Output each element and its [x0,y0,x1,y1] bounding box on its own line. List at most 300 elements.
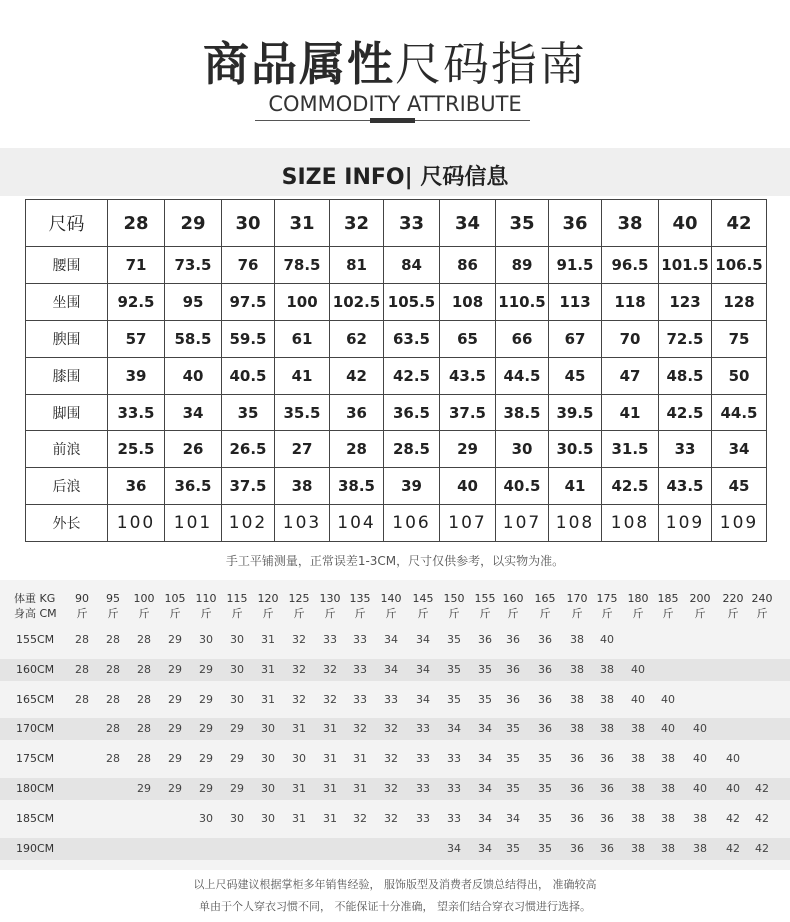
height-label: 175CM [16,752,55,765]
recommend-cell: 32 [292,663,306,676]
recommend-cell: 32 [384,782,398,795]
recommend-cell: 29 [168,633,182,646]
recommend-cell: 28 [137,752,151,765]
recommend-cell: 36 [506,693,520,706]
size-cell: 102 [222,505,275,542]
size-cell: 26.5 [222,431,275,468]
recommend-cell: 40 [693,752,707,765]
size-cell: 31.5 [602,431,659,468]
size-cell: 75 [712,321,767,358]
weight-header: 220 [722,592,744,605]
size-cell: 59.5 [222,321,275,358]
recommend-cell: 31 [323,752,337,765]
size-header-cell: 42 [712,200,767,247]
size-header-cell: 32 [330,200,384,247]
size-header-label: 尺码 [26,200,108,247]
recommend-cell: 29 [168,752,182,765]
size-row [26,357,767,394]
recommend-cell: 29 [199,722,213,735]
weight-unit: 斤 [571,607,583,620]
size-header-cell: 38 [602,200,659,247]
recommend-cell: 40 [661,722,675,735]
recommend-cell: 31 [261,633,275,646]
page-title [0,28,790,94]
page-subtitle: COMMODITY ATTRIBUTE [268,92,522,116]
size-cell: 42.5 [659,394,712,431]
recommend-cell: 29 [199,752,213,765]
recommend-cell: 31 [353,752,367,765]
recommend-cell: 30 [199,812,213,825]
height-label: 155CM [16,633,55,646]
size-cell: 28.5 [384,431,440,468]
recommend-cell: 33 [416,782,430,795]
recommend-cell: 36 [538,693,552,706]
weight-header: 180 [627,592,649,605]
recommend-cell: 28 [106,663,120,676]
size-cell: 61 [275,321,330,358]
weight-header: 130 [319,592,341,605]
recommend-cell: 29 [168,782,182,795]
recommend-cell: 31 [292,812,306,825]
recommend-cell: 38 [570,722,584,735]
size-cell: 39 [384,468,440,505]
recommend-cell: 36 [506,633,520,646]
recommend-cell: 40 [631,663,645,676]
size-row-label: 坐围 [26,284,108,321]
recommend-cell: 28 [75,693,89,706]
recommend-cell: 34 [478,752,492,765]
size-cell: 89 [496,247,549,284]
size-cell: 38.5 [330,468,384,505]
size-cell: 41 [549,468,602,505]
size-cell: 36.5 [384,394,440,431]
recommend-cell: 31 [323,782,337,795]
recommend-cell: 32 [292,633,306,646]
recommend-cell: 35 [538,812,552,825]
size-cell: 109 [659,505,712,542]
recommend-cell: 35 [538,782,552,795]
size-cell: 65 [440,321,496,358]
size-row-label: 腰围 [26,247,108,284]
size-cell: 100 [275,284,330,321]
recommend-cell: 36 [570,782,584,795]
weight-header: 165 [534,592,556,605]
height-label: 170CM [16,722,55,735]
recommend-cell: 36 [600,752,614,765]
recommend-cell: 36 [570,812,584,825]
recommend-cell: 38 [570,693,584,706]
recommend-cell: 40 [693,782,707,795]
recommend-cell: 30 [292,752,306,765]
weight-header: 90 [75,592,89,605]
size-table [25,199,767,542]
size-header-cell: 28 [108,200,165,247]
size-cell: 96.5 [602,247,659,284]
height-corner-label: 身高 CM [14,607,57,620]
size-cell: 44.5 [496,357,549,394]
size-row-label: 腴围 [26,321,108,358]
size-cell: 40 [440,468,496,505]
title-light: 尺码指南 [395,37,587,91]
size-cell: 102.5 [330,284,384,321]
size-cell: 73.5 [165,247,222,284]
size-cell: 30 [496,431,549,468]
recommend-cell: 28 [106,693,120,706]
size-cell: 38 [275,468,330,505]
weight-header: 105 [164,592,186,605]
size-cell: 42.5 [384,357,440,394]
recommend-cell: 28 [75,633,89,646]
weight-header: 120 [257,592,279,605]
weight-header: 95 [106,592,120,605]
recommend-cell: 38 [693,812,707,825]
size-cell: 44.5 [712,394,767,431]
weight-unit: 斤 [479,607,491,620]
size-cell: 106 [384,505,440,542]
recommend-cell: 29 [168,693,182,706]
size-cell: 29 [440,431,496,468]
recommend-cell: 30 [261,722,275,735]
size-cell: 103 [275,505,330,542]
weight-unit: 斤 [662,607,674,620]
size-cell: 41 [275,357,330,394]
weight-header: 155 [474,592,496,605]
weight-header: 135 [349,592,371,605]
recommend-cell: 32 [384,752,398,765]
size-info-title: SIZE INFO| 尺码信息 [281,165,509,190]
recommend-cell: 28 [106,722,120,735]
recommend-cell: 31 [292,782,306,795]
recommend-cell: 38 [631,842,645,855]
size-cell: 27 [275,431,330,468]
weight-unit: 斤 [448,607,460,620]
recommend-cell: 36 [600,812,614,825]
recommend-cell: 33 [353,663,367,676]
recommend-cell: 38 [631,752,645,765]
recommend-cell: 35 [447,693,461,706]
recommend-cell: 36 [570,752,584,765]
recommend-cell: 38 [661,782,675,795]
recommend-cell: 29 [230,752,244,765]
size-cell: 97.5 [222,284,275,321]
recommend-cell: 38 [631,812,645,825]
size-cell: 34 [165,394,222,431]
size-cell: 105.5 [384,284,440,321]
size-row [26,468,767,505]
size-cell: 76 [222,247,275,284]
size-cell: 47 [602,357,659,394]
recommend-cell: 35 [538,752,552,765]
size-cell: 104 [330,505,384,542]
height-label: 190CM [16,842,55,855]
recommend-cell: 31 [261,663,275,676]
page-header [0,0,790,140]
size-cell: 123 [659,284,712,321]
title-bold: 商品属性 [203,37,395,91]
recommend-cell: 34 [416,663,430,676]
weight-unit: 斤 [601,607,613,620]
weight-unit: 斤 [756,607,768,620]
size-cell: 33.5 [108,394,165,431]
weight-header: 150 [443,592,465,605]
weight-header: 175 [596,592,618,605]
recommend-cell: 36 [478,633,492,646]
size-row [26,321,767,358]
size-cell: 43.5 [440,357,496,394]
weight-unit: 斤 [231,607,243,620]
size-header-cell: 36 [549,200,602,247]
recommend-cell: 35 [478,693,492,706]
weight-unit: 斤 [354,607,366,620]
recommend-cell: 34 [478,812,492,825]
size-cell: 36.5 [165,468,222,505]
size-cell: 45 [549,357,602,394]
size-cell: 40 [165,357,222,394]
recommend-cell: 35 [447,663,461,676]
weight-unit: 斤 [76,607,88,620]
weight-unit: 斤 [417,607,429,620]
size-cell: 66 [496,321,549,358]
size-cell: 50 [712,357,767,394]
size-cell: 36 [330,394,384,431]
size-cell: 86 [440,247,496,284]
recommend-cell: 30 [199,633,213,646]
size-cell: 28 [330,431,384,468]
weight-header: 170 [566,592,588,605]
recommend-cell: 32 [353,722,367,735]
weight-unit: 斤 [138,607,150,620]
size-note: 手工平铺测量，正常误差1-3CM，尺寸仅供参考，以实物为准。 [225,554,565,568]
size-cell: 109 [712,505,767,542]
size-cell: 36 [108,468,165,505]
size-cell: 118 [602,284,659,321]
recommend-cell: 35 [506,752,520,765]
recommend-cell: 30 [230,633,244,646]
recommend-cell: 35 [447,633,461,646]
size-cell: 72.5 [659,321,712,358]
weight-unit: 斤 [200,607,212,620]
recommend-cell: 38 [661,812,675,825]
recommend-cell: 31 [323,722,337,735]
size-cell: 95 [165,284,222,321]
size-cell: 101 [165,505,222,542]
recommend-cell: 30 [261,812,275,825]
size-cell: 43.5 [659,468,712,505]
recommend-cell: 34 [478,722,492,735]
size-cell: 58.5 [165,321,222,358]
size-cell: 48.5 [659,357,712,394]
recommend-cell: 35 [506,842,520,855]
recommend-cell: 34 [416,633,430,646]
weight-unit: 斤 [293,607,305,620]
size-row [26,247,767,284]
size-row [26,431,767,468]
recommend-cell: 38 [600,693,614,706]
size-cell: 100 [108,505,165,542]
recommend-cell: 38 [693,842,707,855]
size-header-cell: 31 [275,200,330,247]
size-header-cell: 30 [222,200,275,247]
weight-unit: 斤 [727,607,739,620]
recommend-cell: 42 [755,782,769,795]
weight-header: 110 [195,592,217,605]
size-cell: 81 [330,247,384,284]
recommend-cell: 36 [506,663,520,676]
size-row [26,284,767,321]
recommend-cell: 35 [538,842,552,855]
size-cell: 57 [108,321,165,358]
recommend-cell: 38 [661,842,675,855]
recommend-cell: 34 [384,633,398,646]
size-row-label: 外长 [26,505,108,542]
weight-header: 160 [502,592,524,605]
recommend-cell: 32 [292,693,306,706]
size-cell: 39.5 [549,394,602,431]
size-cell: 40.5 [496,468,549,505]
subtitle-underline-accent [370,118,415,123]
recommend-cell: 31 [292,722,306,735]
recommend-cell: 36 [538,633,552,646]
recommend-cell: 34 [384,663,398,676]
weight-unit: 斤 [324,607,336,620]
size-cell: 26 [165,431,222,468]
recommend-cell: 33 [416,812,430,825]
recommend-cell: 33 [353,633,367,646]
size-cell: 91.5 [549,247,602,284]
size-header-row [26,200,767,247]
weight-unit: 斤 [169,607,181,620]
recommend-cell: 31 [261,693,275,706]
size-header-cell: 40 [659,200,712,247]
weight-unit: 斤 [107,607,119,620]
size-cell: 113 [549,284,602,321]
weight-unit: 斤 [632,607,644,620]
size-cell: 62 [330,321,384,358]
size-cell: 30.5 [549,431,602,468]
size-cell: 92.5 [108,284,165,321]
recommend-cell: 34 [506,812,520,825]
recommend-cell: 36 [538,663,552,676]
recommend-cell: 28 [137,663,151,676]
size-cell: 33 [659,431,712,468]
recommend-cell: 32 [384,722,398,735]
weight-unit: 斤 [507,607,519,620]
weight-header: 240 [751,592,773,605]
weight-unit: 斤 [262,607,274,620]
recommend-cell: 36 [600,842,614,855]
recommend-cell: 38 [600,663,614,676]
recommend-cell: 29 [168,663,182,676]
recommend-cell: 33 [323,633,337,646]
weight-unit: 斤 [385,607,397,620]
size-row-label: 前浪 [26,431,108,468]
size-header-cell: 35 [496,200,549,247]
recommend-cell: 33 [416,722,430,735]
weight-header: 140 [380,592,402,605]
recommend-cell: 40 [600,633,614,646]
size-row-label: 后浪 [26,468,108,505]
size-header-cell: 33 [384,200,440,247]
size-cell: 107 [496,505,549,542]
weight-header: 145 [412,592,434,605]
recommend-note-line2: 单由于个人穿衣习惯不同， 不能保证十分准确， 望亲们结合穿衣习惯进行选择。 [199,900,591,913]
recommend-cell: 30 [261,782,275,795]
recommend-cell: 34 [447,722,461,735]
height-label: 165CM [16,693,55,706]
recommend-cell: 33 [384,693,398,706]
height-label: 185CM [16,812,55,825]
weight-header: 200 [689,592,711,605]
size-cell: 39 [108,357,165,394]
recommend-cell: 32 [384,812,398,825]
weight-header: 185 [657,592,679,605]
size-cell: 107 [440,505,496,542]
height-label: 180CM [16,782,55,795]
recommend-cell: 33 [353,693,367,706]
size-cell: 63.5 [384,321,440,358]
recommend-cell: 38 [570,663,584,676]
recommend-cell: 35 [506,722,520,735]
recommend-cell: 28 [137,693,151,706]
size-cell: 35.5 [275,394,330,431]
recommend-cell: 33 [447,812,461,825]
height-label: 160CM [16,663,55,676]
size-cell: 42.5 [602,468,659,505]
size-cell: 101.5 [659,247,712,284]
recommend-cell: 30 [261,752,275,765]
size-cell: 38.5 [496,394,549,431]
recommend-cell: 32 [323,693,337,706]
recommend-cell: 28 [75,663,89,676]
recommend-cell: 38 [600,722,614,735]
weight-unit: 斤 [539,607,551,620]
recommend-cell: 33 [447,782,461,795]
size-cell: 70 [602,321,659,358]
recommend-cell: 28 [137,633,151,646]
recommend-cell: 29 [199,663,213,676]
size-cell: 37.5 [440,394,496,431]
recommend-cell: 34 [447,842,461,855]
size-cell: 108 [440,284,496,321]
size-row [26,394,767,431]
weight-corner-label: 体重 KG [14,592,56,605]
recommend-cell: 34 [478,782,492,795]
recommend-cell: 38 [631,722,645,735]
recommend-cell: 36 [538,722,552,735]
size-cell: 45 [712,468,767,505]
size-row-label: 膝围 [26,357,108,394]
recommend-cell: 36 [570,842,584,855]
recommend-cell: 29 [199,693,213,706]
recommend-cell: 34 [478,842,492,855]
size-cell: 34 [712,431,767,468]
size-cell: 37.5 [222,468,275,505]
size-cell: 78.5 [275,247,330,284]
weight-header: 100 [133,592,155,605]
recommend-cell: 32 [353,812,367,825]
recommend-cell: 31 [353,782,367,795]
recommend-cell: 30 [230,693,244,706]
recommend-cell: 40 [631,693,645,706]
recommend-cell: 29 [230,722,244,735]
size-row [26,505,767,542]
recommend-cell: 42 [726,842,740,855]
recommend-cell: 36 [600,782,614,795]
recommend-cell: 31 [323,812,337,825]
recommend-cell: 35 [506,782,520,795]
size-cell: 106.5 [712,247,767,284]
size-cell: 67 [549,321,602,358]
